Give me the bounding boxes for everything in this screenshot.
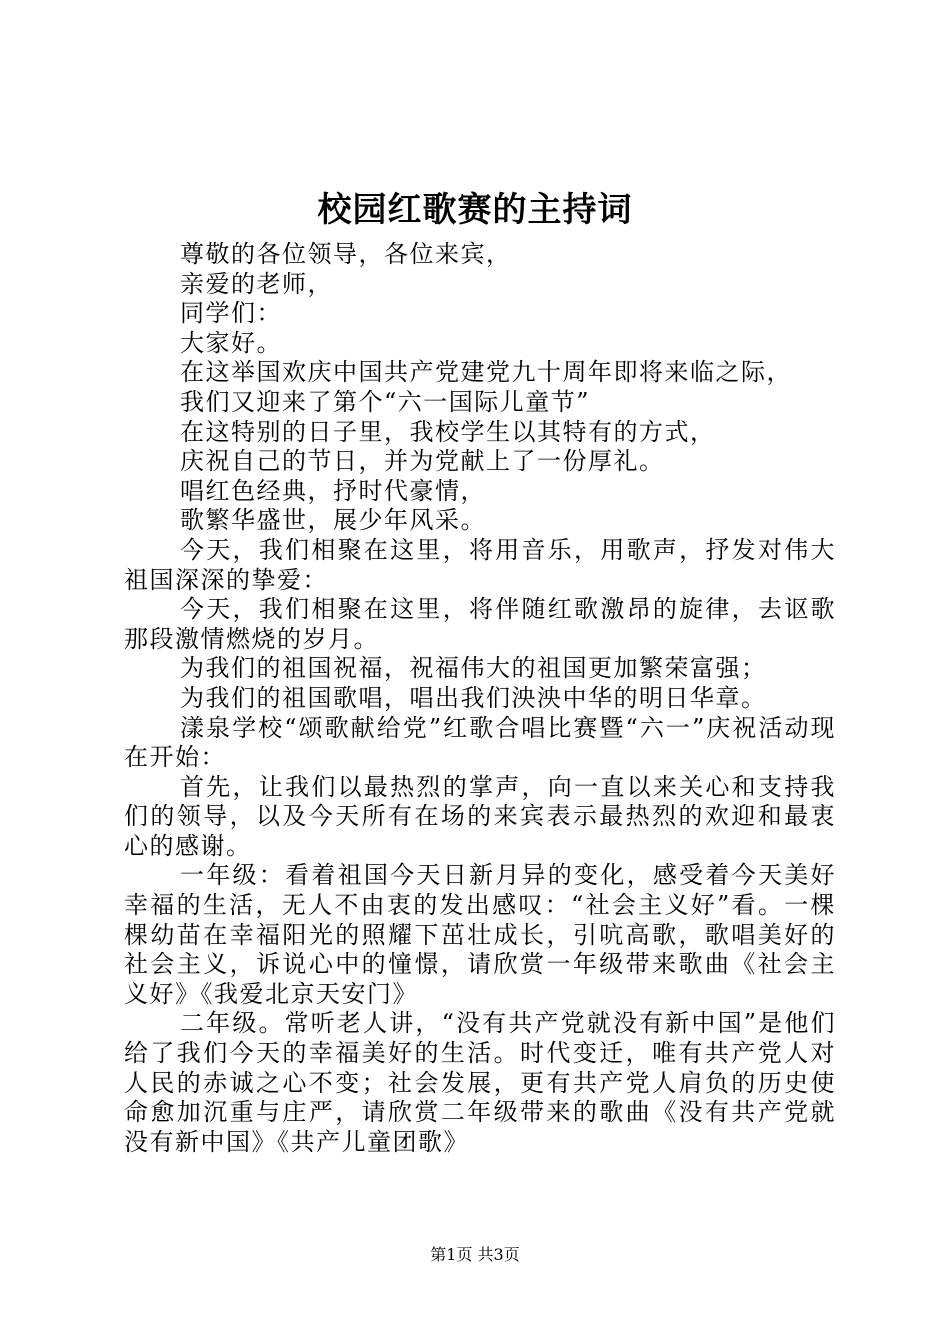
paragraph: 今天，我们相聚在这里，将伴随红歌激昂的旋律，去讴歌那段激情燃烧的岁月。 [124,595,836,653]
paragraph: 为我们的祖国祝福，祝福伟大的祖国更加繁荣富强； [180,654,767,683]
paragraph: 歌繁华盛世，展少年风采。 [180,506,486,535]
paragraph: 大家好。 [180,328,282,357]
paragraph: 尊敬的各位领导，各位来宾， [180,240,512,268]
paragraph: 在这特别的日子里，我校学生以其特有的方式， [180,417,716,446]
document-body [124,240,836,1157]
page-footer: 第1页 共3页 [430,1245,520,1264]
paragraph: 今天，我们相聚在这里，将用音乐，用歌声，抒发对伟大祖国深深的挚爱： [124,535,836,594]
paragraph: 首先，让我们以最热烈的掌声，向一直以来关心和支持我们的领导，以及今天所有在场的来宾表示最热烈的欢迎和最衷心的感谢。 [124,772,836,860]
paragraph: 同学们： [180,299,282,328]
document-title: 校园红歌赛的主持词 [317,190,633,230]
paragraph: 在这举国欢庆中国共产党建党九十周年即将来临之际， [180,358,792,387]
paragraph: 我们又迎来了第个“六一国际儿童节” [180,387,591,416]
paragraph: 一年级：看着祖国今天日新月异的变化，感受着今天美好幸福的生活，无人不由衷的发出感叹：“社会主义好”看。一棵棵幼苗在幸福阳光的照耀下茁壮成长，引吭高歌，歌唱美好的社会主义，诉说心中的憧憬，请欣赏一年级带来歌曲《社会主义好》《我爱北京天安门》 [124,861,836,1008]
paragraph: 为我们的祖国歌唱，唱出我们泱泱中华的明日华章。 [180,683,767,712]
paragraph: 庆祝自己的节日，并为党献上了一份厚礼。 [180,447,665,476]
paragraph: 唱红色经典，抒时代豪情， [180,476,486,505]
paragraph: 亲爱的老师， [180,269,333,298]
paragraph: 二年级。常听老人讲，“没有共产党就没有新中国”是他们给了我们今天的幸福美好的生活。时代变迁，唯有共产党人对人民的赤诚之心不变；社会发展，更有共产党人肩负的历史使命愈加沉重与庄严，请欣赏二年级带来的歌曲《没有共产党就没有新中国》《共产儿童团歌》 [124,1009,836,1156]
paragraph: 漾泉学校“颂歌献给党”红歌合唱比赛暨“六一”庆祝活动现在开始： [124,713,836,772]
